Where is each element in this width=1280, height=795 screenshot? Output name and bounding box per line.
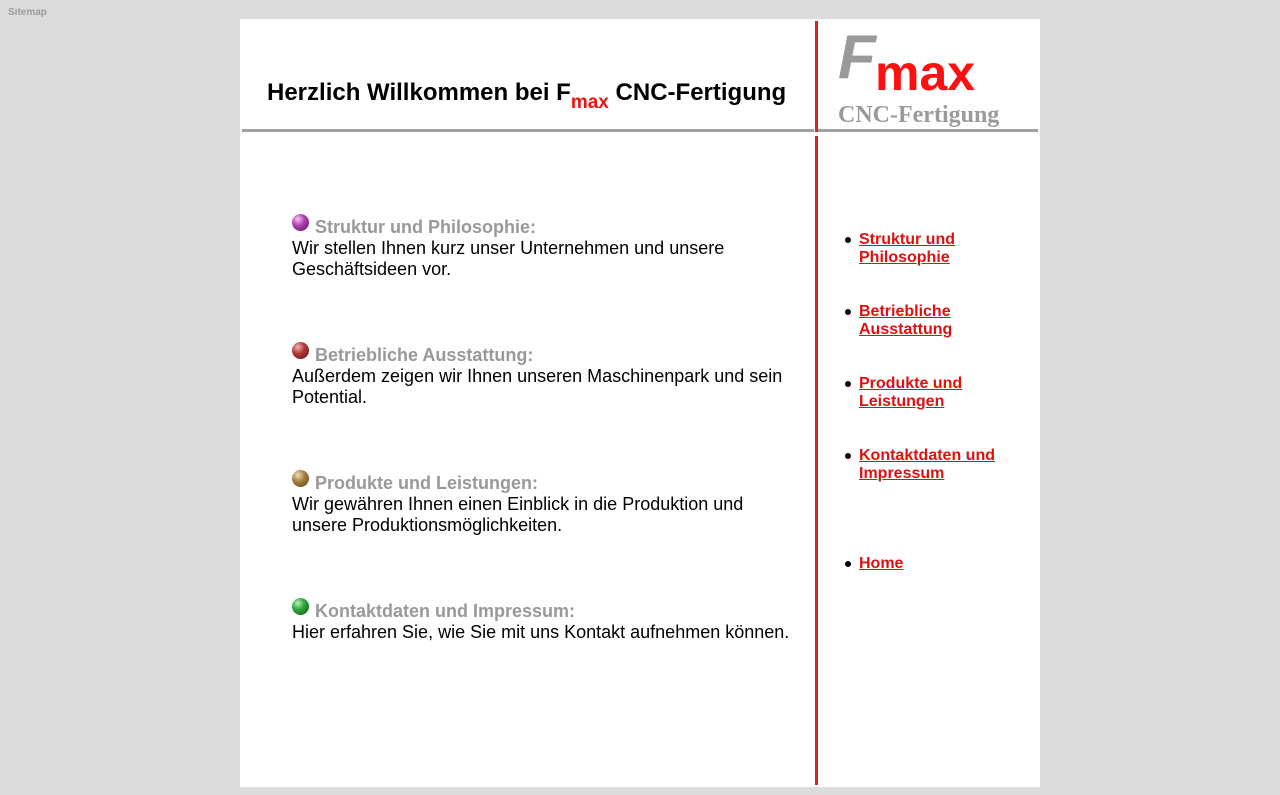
section-title-text: Struktur und Philosophie: (315, 217, 536, 237)
logo-tagline: CNC-Fertigung (838, 102, 1000, 128)
sitemap-link[interactable]: Sitemap (8, 7, 47, 18)
section-title (292, 472, 792, 494)
section-title-text: Betriebliche Ausstattung: (315, 345, 534, 365)
logo (818, 19, 1038, 132)
section-text: Wir gewähren Ihnen einen Einblick in die Produktion und unsere Produktionsmöglichkeiten. (292, 494, 744, 535)
section-text: Wir stellen Ihnen kurz unser Unternehmen und unsere Geschäftsideen vor. (292, 238, 725, 279)
green-ball-icon (292, 598, 309, 615)
section-title (292, 600, 792, 622)
content-vertical-divider (815, 136, 818, 785)
section-title-text: Produkte und Leistungen: (315, 473, 538, 493)
purple-ball-icon (292, 214, 309, 231)
red-ball-icon (292, 342, 309, 359)
section-kontakt (292, 600, 792, 643)
section-produkte (292, 472, 792, 536)
gold-ball-icon (292, 470, 309, 487)
section-title (292, 344, 792, 366)
nav-link-ausstattung[interactable]: Betriebliche Ausstattung (859, 303, 953, 338)
section-struktur (292, 216, 792, 280)
nav-link-struktur[interactable]: Struktur und Philosophie (859, 231, 955, 266)
section-text: Hier erfahren Sie, wie Sie mit uns Kontakt aufnehmen können. (292, 622, 790, 642)
nav-item-ausstattung (859, 303, 1029, 339)
page-container (240, 19, 1040, 787)
section-title (292, 216, 792, 238)
logo-f: F (838, 23, 876, 92)
section-text: Außerdem zeigen wir Ihnen unseren Maschinenpark und sein Potential. (292, 366, 783, 407)
nav-link-kontakt[interactable]: Kontaktdaten und Impressum (859, 447, 995, 482)
section-ausstattung (292, 344, 792, 408)
page-title (267, 79, 787, 113)
nav-item-kontakt (859, 447, 1029, 483)
welcome-prefix: Herzlich Willkommen bei F (267, 79, 571, 106)
welcome-suffix: CNC-Fertigung (608, 79, 787, 106)
welcome-max: max (570, 92, 609, 113)
nav-item-produkte (859, 375, 1029, 411)
logo-max: max (875, 45, 976, 101)
nav-item-home (859, 555, 1029, 573)
header-banner (242, 19, 814, 132)
nav-link-home[interactable]: Home (859, 555, 904, 572)
nav-item-struktur (859, 231, 1029, 267)
nav-link-produkte[interactable]: Produkte und Leistungen (859, 375, 963, 410)
section-title-text: Kontaktdaten und Impressum: (315, 601, 576, 621)
